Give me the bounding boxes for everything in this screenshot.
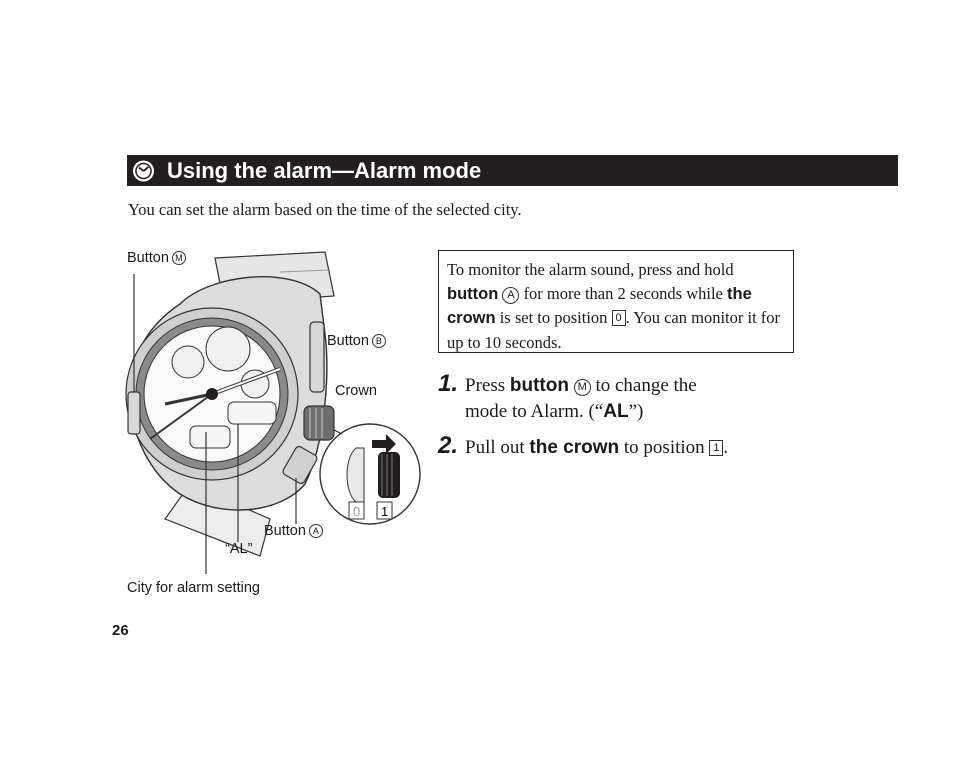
- position-0-symbol: 0: [612, 310, 626, 326]
- step-2-text: Pull out the crown to position 1 .: [465, 437, 729, 458]
- label-crown: Crown: [335, 383, 377, 399]
- button-m-symbol: M: [574, 379, 591, 396]
- label-button-b: Button B: [327, 333, 386, 349]
- section-header: [127, 155, 898, 186]
- label-button-a: Button A: [264, 523, 323, 539]
- step-1-number: 1.: [438, 370, 459, 397]
- label-city: City for alarm setting: [127, 580, 260, 596]
- crown-position-1: 1: [381, 504, 389, 519]
- step-1-text: Press button M to change the mode to Alarm. (“AL”): [465, 375, 697, 422]
- section-title: Using the alarm—Alarm mode: [167, 158, 482, 183]
- note-box: To monitor the alarm sound, press and hold button A for more than 2 seconds while the crown is set to position 0 . You can monitor it for up to 10 seconds.: [438, 250, 794, 353]
- position-1-symbol: 1: [709, 440, 723, 456]
- watch-illustration: [120, 244, 430, 604]
- button-a-symbol: A: [502, 287, 519, 304]
- intro-text: You can set the alarm based on the time of the selected city.: [128, 200, 522, 219]
- page-number: 26: [112, 622, 129, 639]
- label-button-m: Button M: [127, 250, 186, 266]
- crown-position-0: 0: [353, 504, 361, 519]
- label-al: “AL”: [225, 541, 253, 557]
- step-2-number: 2.: [438, 432, 459, 459]
- alarm-clock-icon: [131, 158, 156, 183]
